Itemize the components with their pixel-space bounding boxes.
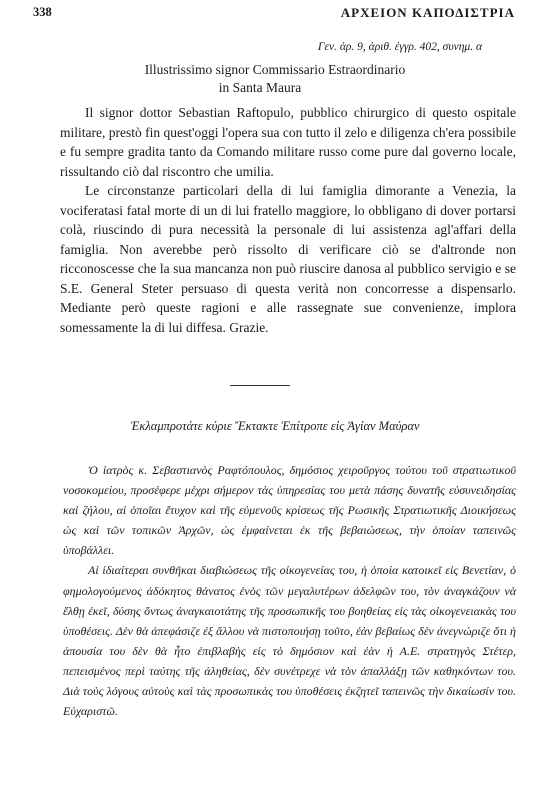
- addressee-line-2: in Santa Maura: [218, 80, 302, 95]
- italian-paragraph-1: Il signor dottor Sebastian Raftopulo, pubblico chirurgico di questo ospitale militare, prestò fin quest'oggi l'opera sua con tutto il zelo e diligenza ch'era possibile e fu sempre gradita tanto da Comando militare russo come pure dal governo locale, rissultando ciò dal riscontro che umilia.: [60, 105, 516, 179]
- greek-paragraph-2: Αἱ ἰδιαίτεραι συνθῆκαι διαβιώσεως τῆς οἰκογενείας του, ἡ ὁποία κατοικεῖ εἰς Βενετίαν, ὁ φημολογούμενος ἀδόκητος θάνατος ἑνὸς τῶν μεγαλυτέρων ἀδελφῶν του, τὸν ἀναγκάζουν νὰ ἔλθῃ ἐκεῖ, δύσης ὄντως ἀναγκαιοτάτης τῆς προσωπικῆς του βοηθείας εἰς τὰς οἰκογενειακὰς του ὑποθέσεις. Δὲν θὰ ἀπεφάσιζε ἐξ ἄλλου νὰ πιστοποιήσῃ τοῦτο, ἐὰν βεβαίως δὲν ἀνεγνώριζε ὅτι ἡ ἀπουσία του δὲν θὰ ἦτο ἐπιβλαβὴς εἰς τὸ δημόσιον καὶ ἐὰν ἡ Α.Ε. στρατηγὸς Στέτερ, πεπεισμένος περὶ ταύτης τῆς ἀληθείας, δὲν συνέτρεχε νὰ τὸν ἀπαλλάξῃ τῶν καθηκόντων του. Διὰ τοὺς λόγους αὐτοὺς καὶ τὰς προσωπικὰς του ὑποθέσεις ἐκζητεῖ ταπεινῶς τὴν δικαίωσίν του. Εὐχαριστῶ.: [63, 563, 516, 719]
- greek-addressee: Ἐκλαμπροτάτε κύριε Ἔκτακτε Ἐπίτροπε εἰς Ἁγίαν Μαύραν: [130, 419, 420, 433]
- archive-reference: Γεν. ἀρ. 9, ἀριθ. ἐγγρ. 402, συνημ. α: [317, 41, 482, 53]
- greek-letter-body: [63, 460, 516, 721]
- page-number: 338: [33, 5, 52, 19]
- running-title: ΑΡΧΕΙΟΝ ΚΑΠΟΔΙΣΤΡΙΑ: [340, 5, 515, 20]
- italian-letter-body: [60, 103, 516, 337]
- addressee-line-1: Illustrissimo signor Commissario Estraordinario: [144, 62, 406, 77]
- italian-paragraph-2: Le circonstanze particolari della di lui famiglia dimorante a Venezia, la vociferatasi fatal morte di un di lui fratello maggiore, lo obbligano di dover portarsi colà, riuscindo di pura necessità la personale di lui assistenza agl'affari della famiglia. Non averebbe però rissolto di verificare ciò se d'altronde non ricconoscesse che la sua mancanza non può riuscire danosa al pubblico servigio e se S.E. General Steter persuaso di questa verità non concorresse a dispensarlo. Mediante però queste ragioni e alle rassegnate sue convenienze, implora somessamente la di lui diffesa. Grazie.: [60, 183, 516, 335]
- italian-addressee: [0, 61, 550, 97]
- section-divider: [230, 385, 290, 386]
- greek-paragraph-1: Ὁ ἰατρὸς κ. Σεβαστιανὸς Ραφτόπουλος, δημόσιος χειροῦργος τούτου τοῦ στρατιωτικοῦ νοσοκομείου, προσέφερε μέχρι σήμερον τὰς ὑπηρεσίας του μετὰ πάσης δυνατῆς εὐσυνειδησίας καὶ ζήλου, αἱ ὁποῖαι ἔτυχον καὶ τῆς εὐμενοῦς κρίσεως τῆς Ρωσικῆς Στρατιωτικῆς Διοικήσεως ὡς καὶ τῶν τοπικῶν Ἀρχῶν, ὡς ἐμφαίνεται ἐκ τῆς βεβαιώσεως, τὴν ὁποίαν ταπεινῶς ὑποβάλλει.: [63, 463, 516, 558]
